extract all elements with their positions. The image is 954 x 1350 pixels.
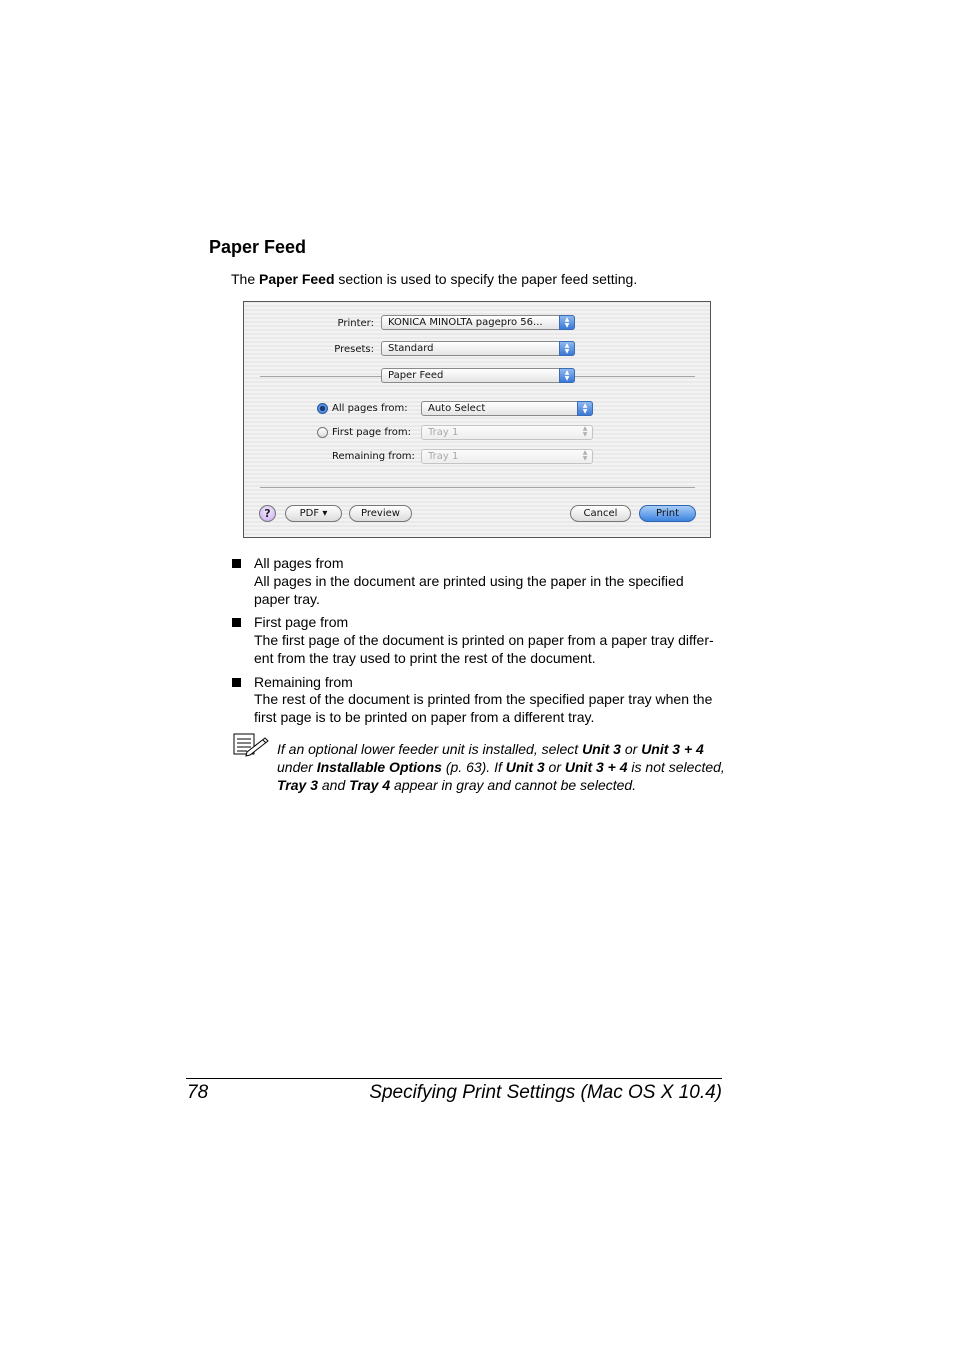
remaining-label: Remaining from: xyxy=(332,451,415,462)
print-dialog-screenshot xyxy=(243,301,711,538)
intro-prefix: The xyxy=(231,271,260,287)
remaining-value: Tray 1 xyxy=(428,451,459,462)
panel-value: Paper Feed xyxy=(388,370,444,381)
page-number: 78 xyxy=(187,1082,209,1103)
intro-paragraph xyxy=(231,271,637,287)
bullet-title: Remaining from xyxy=(254,674,353,690)
bullet-square-icon xyxy=(232,618,241,627)
footer-rule xyxy=(186,1078,722,1079)
all-pages-radio[interactable] xyxy=(317,403,328,414)
first-page-value: Tray 1 xyxy=(428,427,459,438)
popup-arrows-icon: ▲ ▼ xyxy=(577,401,593,416)
bullet-line: The rest of the document is printed from the specified paper tray when the xyxy=(254,691,713,707)
intro-suffix: section is used to specify the paper feed setting. xyxy=(334,271,638,287)
divider xyxy=(260,376,381,377)
note-span: and xyxy=(318,777,350,793)
note-bold: Unit 3 xyxy=(505,759,545,775)
note-bold: Tray 3 xyxy=(277,777,318,793)
print-button[interactable]: Print xyxy=(639,505,696,522)
bullet-title: First page from xyxy=(254,614,349,630)
note-span: If an optional lower feeder unit is installed, select xyxy=(277,741,583,757)
footer-title: Specifying Print Settings (Mac OS X 10.4) xyxy=(369,1082,722,1103)
all-pages-popup[interactable] xyxy=(421,401,593,416)
note-pencil-icon xyxy=(233,733,269,757)
note-text xyxy=(277,740,727,794)
note-bold: Tray 4 xyxy=(349,777,391,793)
help-icon[interactable]: ? xyxy=(259,505,276,522)
popup-arrows-icon: ▲ ▼ xyxy=(582,449,588,462)
printer-popup[interactable] xyxy=(381,315,575,330)
bullet-line: All pages in the document are printed using the paper in the specified xyxy=(254,573,684,589)
divider xyxy=(575,376,695,377)
presets-label: Presets: xyxy=(334,344,374,355)
note-bold: Unit 3 + 4 xyxy=(641,741,704,757)
popup-arrows-icon: ▲ ▼ xyxy=(559,368,575,383)
printer-label: Printer: xyxy=(337,318,374,329)
panel-popup[interactable] xyxy=(381,368,575,383)
note-bold: Unit 3 xyxy=(582,741,621,757)
presets-value: Standard xyxy=(388,343,434,354)
bottom-divider xyxy=(260,487,695,488)
presets-popup[interactable] xyxy=(381,341,575,356)
bullet-line: first page is to be printed on paper from a different tray. xyxy=(254,709,595,725)
first-page-label: First page from: xyxy=(332,427,412,438)
bullet-square-icon xyxy=(232,678,241,687)
popup-arrows-icon: ▲ ▼ xyxy=(559,341,575,356)
note-span: appear in gray and cannot be selected. xyxy=(390,777,637,793)
note-span: is not selected, xyxy=(627,759,725,775)
first-page-radio[interactable] xyxy=(317,427,328,438)
all-pages-value: Auto Select xyxy=(428,403,486,414)
bullet-line: paper tray. xyxy=(254,591,320,607)
first-page-popup[interactable] xyxy=(421,425,593,440)
all-pages-label: All pages from: xyxy=(332,403,408,414)
bullet-square-icon xyxy=(232,559,241,568)
pdf-button[interactable]: PDF ▾ xyxy=(285,505,342,522)
section-title: Paper Feed xyxy=(209,237,307,257)
cancel-button[interactable]: Cancel xyxy=(570,505,631,522)
note-span: under xyxy=(277,759,317,775)
note-span: (p. 63). If xyxy=(441,759,506,775)
note-bold: Unit 3 + 4 xyxy=(564,759,628,775)
preview-button[interactable]: Preview xyxy=(349,505,412,522)
printer-value: KONICA MINOLTA pagepro 56... xyxy=(388,317,543,328)
bullet-line: ent from the tray used to print the rest of the document. xyxy=(254,650,596,666)
popup-arrows-icon: ▲ ▼ xyxy=(582,425,588,438)
note-span: or xyxy=(544,759,565,775)
bullet-title: All pages from xyxy=(254,555,344,571)
bullet-line: The first page of the document is printed on paper from a paper tray differ- xyxy=(254,632,714,648)
popup-arrows-icon: ▲ ▼ xyxy=(559,315,575,330)
intro-bold: Paper Feed xyxy=(259,271,335,287)
remaining-popup[interactable] xyxy=(421,449,593,464)
note-span: or xyxy=(620,741,642,757)
note-bold: Installable Options xyxy=(316,759,442,775)
